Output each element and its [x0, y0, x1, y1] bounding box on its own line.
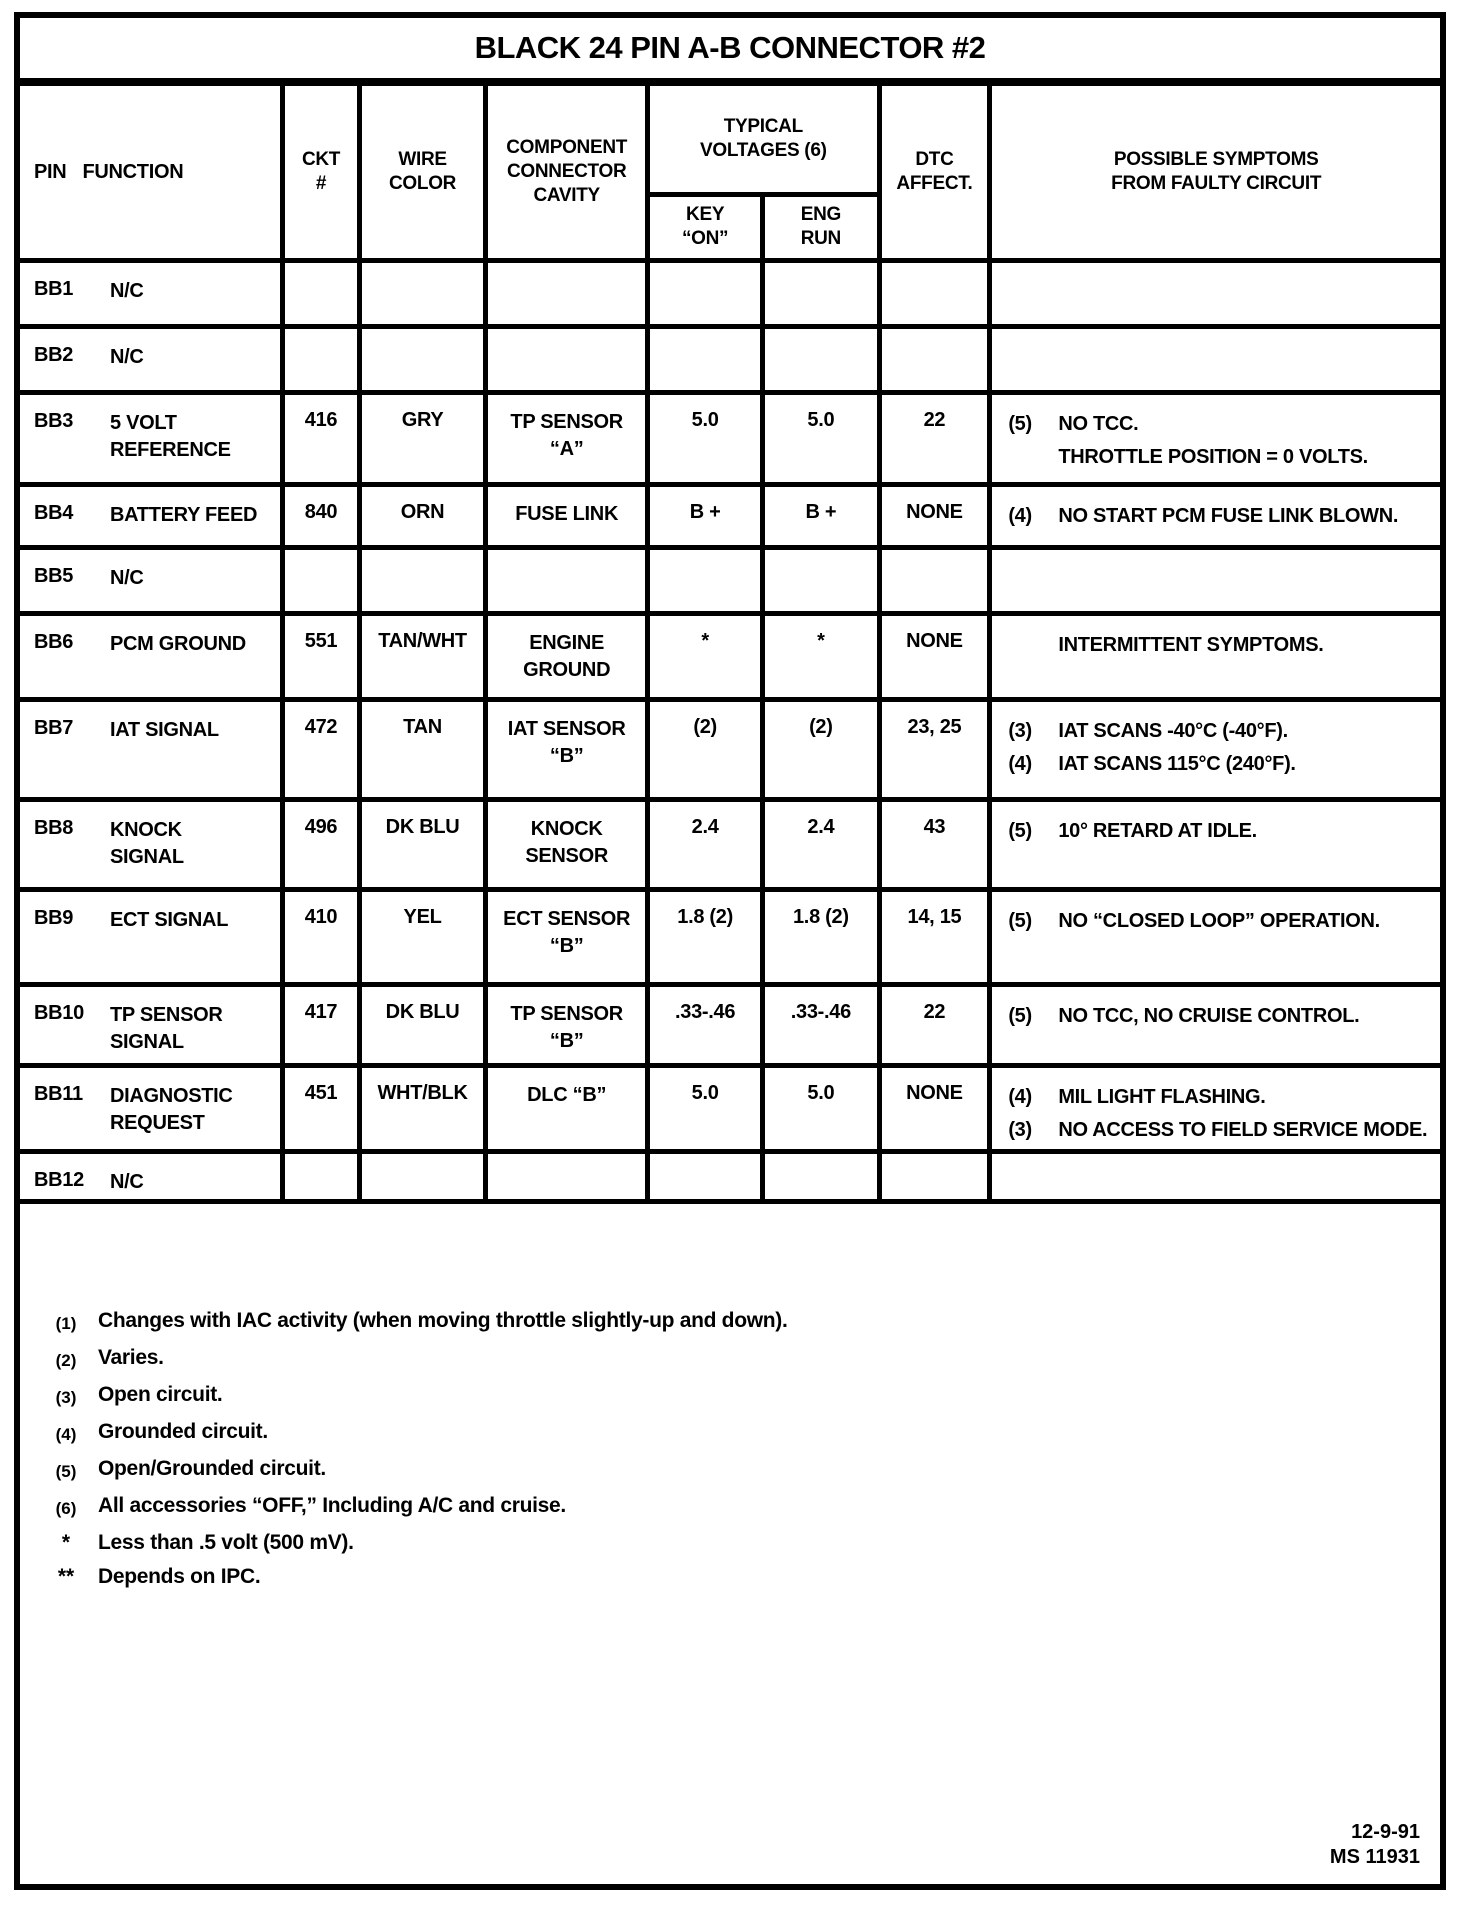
- cell-wire-color: TAN/WHT: [359, 613, 485, 699]
- footnote-ref: (2): [55, 1350, 77, 1370]
- cell-ckt: [283, 1151, 360, 1201]
- symptom-footnote-ref: (5): [1008, 819, 1032, 842]
- cell-dtc-affect: 14, 15: [879, 889, 990, 984]
- cell-key-on-voltage: .33-.46: [648, 984, 763, 1065]
- footnote-text: Depends on IPC.: [98, 1564, 261, 1588]
- symptom-footnote-ref: [1008, 629, 1058, 662]
- pin-id: BB5: [34, 564, 74, 587]
- cell-wire-color: [359, 547, 485, 613]
- cell-eng-run-voltage: B +: [763, 484, 879, 547]
- symptom-line: [1008, 408, 1432, 441]
- pin-id: BB6: [34, 630, 74, 653]
- footnote-item: [34, 1415, 1420, 1452]
- cell-symptoms: [990, 984, 1440, 1065]
- cell-dtc-affect: [879, 326, 990, 392]
- footnote-item: [34, 1304, 1420, 1341]
- header-pin-label: PIN: [34, 160, 67, 183]
- cell-symptoms: [990, 392, 1440, 484]
- pin-function-text: PCM GROUND: [110, 632, 246, 655]
- pin-function-text: 5 VOLT REFERENCE: [110, 411, 231, 461]
- pin-id: BB10: [34, 1001, 84, 1024]
- symptom-line: [1008, 748, 1432, 781]
- footnote-ref: (3): [55, 1387, 77, 1407]
- cell-connector-cavity: FUSE LINK: [486, 484, 648, 547]
- cell-symptoms: [990, 547, 1440, 613]
- cell-pin-function: [20, 484, 283, 547]
- cell-eng-run-voltage: [763, 1151, 879, 1201]
- footnote-text: Grounded circuit.: [98, 1419, 268, 1443]
- footnote-ref: **: [57, 1564, 75, 1588]
- table-row: [20, 889, 1440, 984]
- cell-dtc-affect: NONE: [879, 484, 990, 547]
- cell-pin-function: [20, 799, 283, 889]
- pin-function-text: KNOCK SIGNAL: [110, 818, 184, 868]
- footnote-item: [34, 1378, 1420, 1415]
- cell-symptoms: [990, 799, 1440, 889]
- symptom-line: [1008, 1114, 1432, 1147]
- symptom-text: MIL LIGHT FLASHING.: [1058, 1085, 1266, 1108]
- table-row: [20, 1151, 1440, 1201]
- cell-ckt: 496: [283, 799, 360, 889]
- cell-symptoms: [990, 260, 1440, 326]
- document-id: [1330, 1820, 1420, 1870]
- table-row: [20, 1065, 1440, 1151]
- pin-id: BB3: [34, 409, 74, 432]
- cell-ckt: 416: [283, 392, 360, 484]
- cell-dtc-affect: NONE: [879, 1065, 990, 1151]
- cell-dtc-affect: NONE: [879, 613, 990, 699]
- symptom-text: THROTTLE POSITION = 0 VOLTS.: [1058, 445, 1368, 468]
- footnote-list: [34, 1304, 1420, 1594]
- symptom-footnote-ref: (5): [1008, 909, 1032, 932]
- pin-function-text: N/C: [110, 279, 144, 302]
- footnote-text: Less than .5 volt (500 mV).: [98, 1530, 354, 1554]
- table-row: [20, 484, 1440, 547]
- cell-eng-run-voltage: 5.0: [763, 392, 879, 484]
- pin-function-text: N/C: [110, 566, 144, 589]
- cell-dtc-affect: 22: [879, 392, 990, 484]
- footnote-text: Open/Grounded circuit.: [98, 1456, 326, 1480]
- cell-ckt: 417: [283, 984, 360, 1065]
- cell-ckt: [283, 547, 360, 613]
- cell-eng-run-voltage: 5.0: [763, 1065, 879, 1151]
- pin-id: BB8: [34, 816, 74, 839]
- pin-id: BB12: [34, 1168, 84, 1191]
- document-date: 12-9-91: [1351, 1821, 1420, 1843]
- cell-pin-function: [20, 699, 283, 799]
- pin-id: BB4: [34, 501, 74, 524]
- cell-dtc-affect: 23, 25: [879, 699, 990, 799]
- pin-function-text: N/C: [110, 345, 144, 368]
- cell-eng-run-voltage: [763, 326, 879, 392]
- footnote-ref: (6): [55, 1498, 77, 1518]
- cell-ckt: [283, 326, 360, 392]
- cell-pin-function: [20, 260, 283, 326]
- symptom-footnote-ref: (4): [1008, 1085, 1032, 1108]
- table-row: [20, 260, 1440, 326]
- cell-key-on-voltage: 5.0: [648, 1065, 763, 1151]
- cell-connector-cavity: [486, 547, 648, 613]
- footnote-ref: (1): [55, 1313, 77, 1333]
- cell-ckt: 840: [283, 484, 360, 547]
- cell-eng-run-voltage: [763, 547, 879, 613]
- cell-pin-function: [20, 547, 283, 613]
- cell-pin-function: [20, 326, 283, 392]
- cell-connector-cavity: KNOCK SENSOR: [486, 799, 648, 889]
- symptom-line: [1008, 500, 1432, 533]
- cell-key-on-voltage: 5.0: [648, 392, 763, 484]
- pin-id: BB2: [34, 343, 74, 366]
- symptom-footnote-ref: (5): [1008, 412, 1032, 435]
- symptom-line: [1008, 905, 1432, 938]
- cell-eng-run-voltage: 1.8 (2): [763, 889, 879, 984]
- symptom-text: NO TCC.: [1058, 412, 1139, 435]
- table-row: [20, 984, 1440, 1065]
- cell-key-on-voltage: 2.4: [648, 799, 763, 889]
- pin-id: BB9: [34, 906, 74, 929]
- table-row: [20, 613, 1440, 699]
- page-border: [14, 12, 1446, 1890]
- symptom-text: 10° RETARD AT IDLE.: [1058, 819, 1257, 842]
- pin-id: BB1: [34, 277, 74, 300]
- cell-ckt: 410: [283, 889, 360, 984]
- pin-function-text: N/C: [110, 1170, 144, 1193]
- header-key-on: KEY “ON”: [648, 194, 763, 260]
- cell-pin-function: [20, 613, 283, 699]
- symptom-line: [1008, 715, 1432, 748]
- header-pin-function: [20, 86, 283, 260]
- cell-dtc-affect: 43: [879, 799, 990, 889]
- cell-symptoms: [990, 699, 1440, 799]
- symptom-text: NO ACCESS TO FIELD SERVICE MODE.: [1058, 1118, 1428, 1141]
- symptom-footnote-ref: (3): [1008, 1118, 1032, 1141]
- cell-wire-color: TAN: [359, 699, 485, 799]
- symptom-line: [1008, 629, 1432, 662]
- cell-symptoms: [990, 889, 1440, 984]
- cell-eng-run-voltage: [763, 260, 879, 326]
- cell-connector-cavity: [486, 260, 648, 326]
- cell-key-on-voltage: [648, 326, 763, 392]
- cell-key-on-voltage: [648, 547, 763, 613]
- pin-function-text: IAT SIGNAL: [110, 718, 219, 741]
- footnote-item: [34, 1526, 1420, 1560]
- symptom-line: [1008, 441, 1432, 474]
- cell-key-on-voltage: [648, 1151, 763, 1201]
- pinout-table: [20, 86, 1440, 1204]
- cell-key-on-voltage: *: [648, 613, 763, 699]
- table-row: [20, 799, 1440, 889]
- symptom-line: [1008, 1000, 1432, 1033]
- cell-pin-function: [20, 1151, 283, 1201]
- cell-ckt: 551: [283, 613, 360, 699]
- symptom-footnote-ref: (4): [1008, 752, 1032, 775]
- footnote-item: [34, 1341, 1420, 1378]
- cell-wire-color: DK BLU: [359, 984, 485, 1065]
- cell-pin-function: [20, 1065, 283, 1151]
- header-ckt: CKT #: [283, 86, 360, 260]
- header-typical-voltages: TYPICAL VOLTAGES (6): [648, 86, 879, 194]
- pin-function-text: TP SENSOR SIGNAL: [110, 1003, 223, 1053]
- pin-id: BB11: [34, 1082, 83, 1105]
- table-row: [20, 699, 1440, 799]
- footnote-text: Open circuit.: [98, 1382, 223, 1406]
- cell-pin-function: [20, 392, 283, 484]
- cell-dtc-affect: 22: [879, 984, 990, 1065]
- header-eng-run: ENG RUN: [763, 194, 879, 260]
- cell-key-on-voltage: B +: [648, 484, 763, 547]
- symptom-text: NO “CLOSED LOOP” OPERATION.: [1058, 909, 1380, 932]
- symptom-text: IAT SCANS -40°C (-40°F).: [1058, 719, 1288, 742]
- page-title: BLACK 24 PIN A-B CONNECTOR #2: [20, 18, 1440, 86]
- symptom-text: IAT SCANS 115°C (240°F).: [1058, 752, 1296, 775]
- cell-ckt: [283, 260, 360, 326]
- header-wire-color: WIRE COLOR: [359, 86, 485, 260]
- header-possible-symptoms: POSSIBLE SYMPTOMS FROM FAULTY CIRCUIT: [990, 86, 1440, 260]
- cell-wire-color: ORN: [359, 484, 485, 547]
- footnote-ref: *: [61, 1530, 71, 1554]
- header-dtc-affect: DTC AFFECT.: [879, 86, 990, 260]
- cell-connector-cavity: DLC “B”: [486, 1065, 648, 1151]
- cell-connector-cavity: TP SENSOR “A”: [486, 392, 648, 484]
- symptom-footnote-ref: [1008, 441, 1058, 474]
- pin-function-text: BATTERY FEED: [110, 503, 258, 526]
- table-row: [20, 392, 1440, 484]
- symptom-footnote-ref: (3): [1008, 719, 1032, 742]
- cell-key-on-voltage: (2): [648, 699, 763, 799]
- cell-wire-color: DK BLU: [359, 799, 485, 889]
- cell-wire-color: [359, 260, 485, 326]
- cell-eng-run-voltage: .33-.46: [763, 984, 879, 1065]
- cell-connector-cavity: TP SENSOR “B”: [486, 984, 648, 1065]
- footnote-item: [34, 1560, 1420, 1594]
- cell-dtc-affect: [879, 260, 990, 326]
- cell-symptoms: [990, 1151, 1440, 1201]
- cell-dtc-affect: [879, 547, 990, 613]
- footnote-text: Varies.: [98, 1345, 164, 1369]
- cell-symptoms: [990, 1065, 1440, 1151]
- cell-wire-color: [359, 1151, 485, 1201]
- table-row: [20, 547, 1440, 613]
- cell-dtc-affect: [879, 1151, 990, 1201]
- cell-pin-function: [20, 889, 283, 984]
- cell-ckt: 451: [283, 1065, 360, 1151]
- cell-connector-cavity: IAT SENSOR “B”: [486, 699, 648, 799]
- symptom-footnote-ref: (5): [1008, 1004, 1032, 1027]
- symptom-text: NO START PCM FUSE LINK BLOWN.: [1058, 504, 1399, 527]
- cell-wire-color: WHT/BLK: [359, 1065, 485, 1151]
- cell-key-on-voltage: 1.8 (2): [648, 889, 763, 984]
- cell-wire-color: YEL: [359, 889, 485, 984]
- header-function-label: FUNCTION: [82, 160, 184, 183]
- cell-ckt: 472: [283, 699, 360, 799]
- cell-symptoms: [990, 484, 1440, 547]
- symptom-footnote-ref: (4): [1008, 504, 1032, 527]
- table-row: [20, 326, 1440, 392]
- footnote-ref: (4): [55, 1424, 77, 1444]
- symptom-text: INTERMITTENT SYMPTOMS.: [1058, 633, 1324, 656]
- pin-id: BB7: [34, 716, 74, 739]
- cell-connector-cavity: [486, 326, 648, 392]
- cell-symptoms: [990, 613, 1440, 699]
- cell-eng-run-voltage: 2.4: [763, 799, 879, 889]
- cell-wire-color: GRY: [359, 392, 485, 484]
- document-code: MS 11931: [1329, 1846, 1420, 1868]
- symptom-line: [1008, 1081, 1432, 1114]
- symptom-line: [1008, 815, 1432, 848]
- footnote-item: [34, 1452, 1420, 1489]
- footnote-text: Changes with IAC activity (when moving throttle slightly-up and down).: [98, 1308, 788, 1332]
- cell-eng-run-voltage: (2): [763, 699, 879, 799]
- table-body: [20, 260, 1440, 1201]
- pin-function-text: DIAGNOSTIC REQUEST: [110, 1084, 233, 1134]
- footnote-ref: (5): [55, 1461, 77, 1481]
- footnote-item: [34, 1489, 1420, 1526]
- cell-wire-color: [359, 326, 485, 392]
- cell-connector-cavity: ENGINE GROUND: [486, 613, 648, 699]
- header-connector-cavity: COMPONENT CONNECTOR CAVITY: [486, 86, 648, 260]
- symptom-text: NO TCC, NO CRUISE CONTROL.: [1058, 1004, 1360, 1027]
- cell-connector-cavity: ECT SENSOR “B”: [486, 889, 648, 984]
- cell-pin-function: [20, 984, 283, 1065]
- cell-symptoms: [990, 326, 1440, 392]
- pin-function-text: ECT SIGNAL: [110, 908, 229, 931]
- cell-key-on-voltage: [648, 260, 763, 326]
- cell-connector-cavity: [486, 1151, 648, 1201]
- footnote-text: All accessories “OFF,” Including A/C and cruise.: [98, 1493, 566, 1517]
- cell-eng-run-voltage: *: [763, 613, 879, 699]
